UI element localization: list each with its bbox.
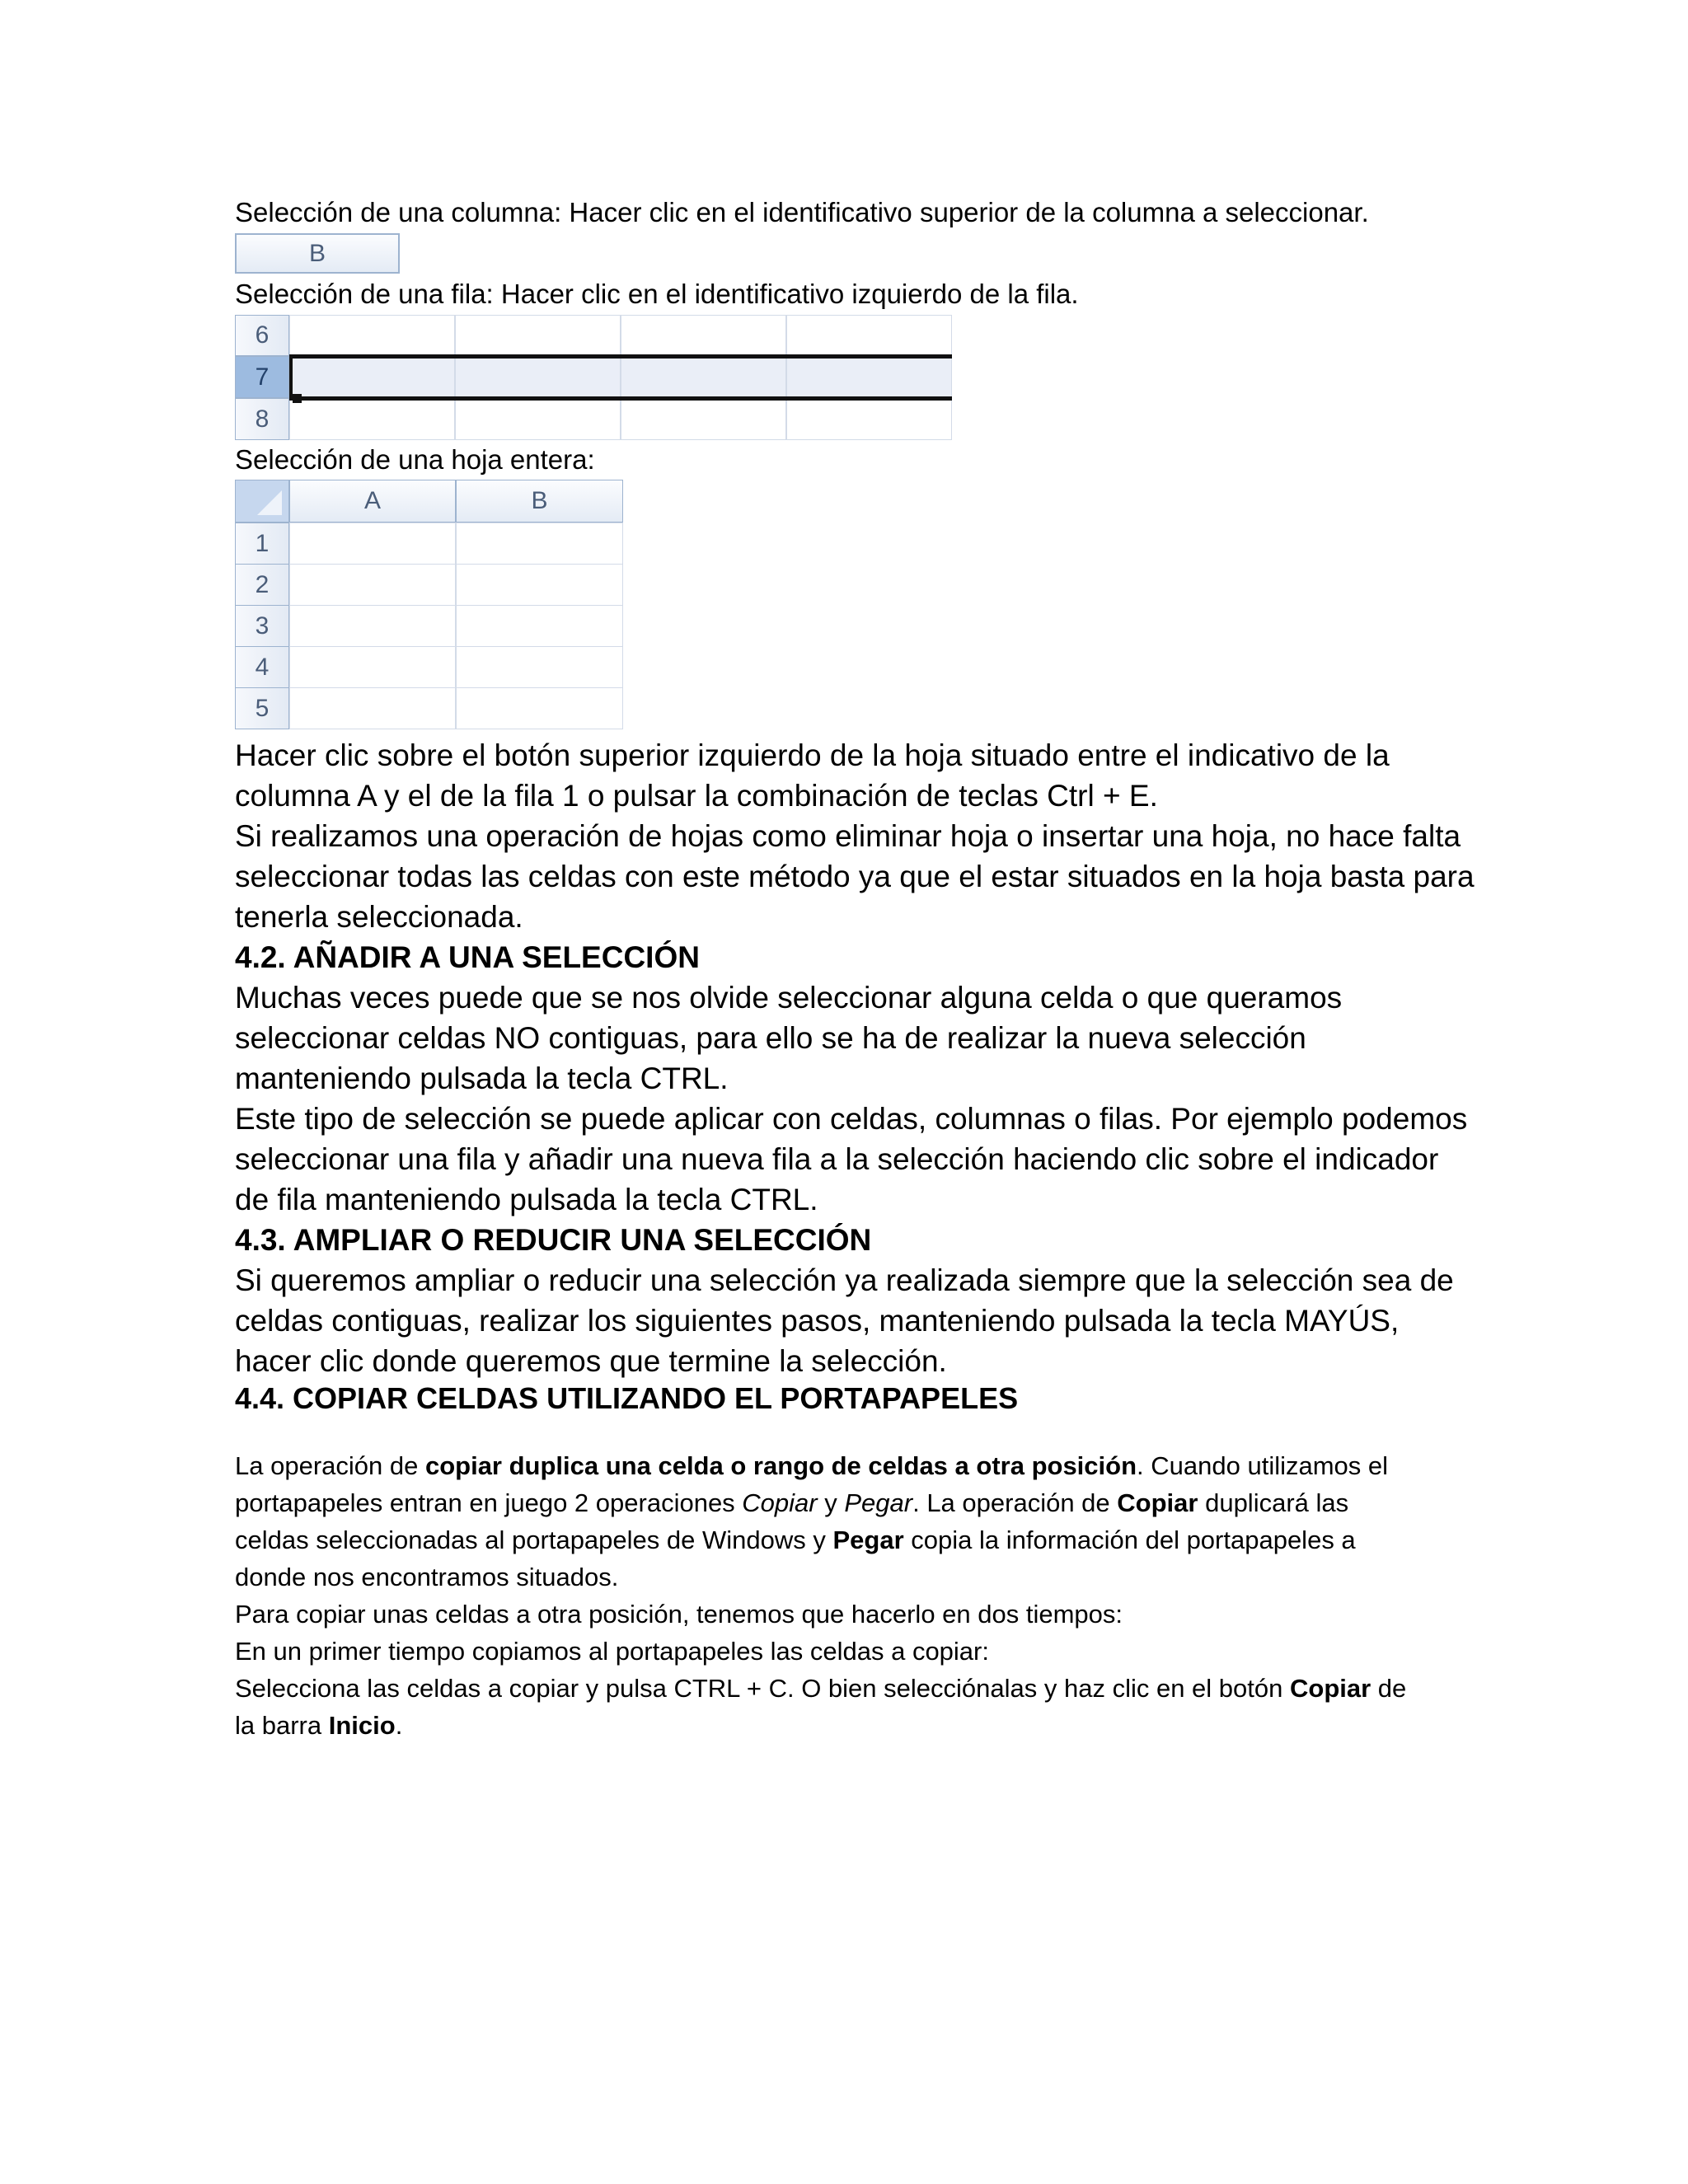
fill-handle [293, 394, 302, 403]
paragraph-line: En un primer tiempo copiamos al portapapeles las celdas a copiar: [235, 1637, 989, 1666]
grid-cell [289, 564, 456, 606]
paragraph-line: de fila manteniendo pulsada la tecla CTRL. [235, 1183, 818, 1216]
paragraph-line: donde nos encontramos situados. [235, 1563, 619, 1591]
selection-border-bottom [289, 396, 952, 401]
paragraph-line: Para copiar unas celdas a otra posición, tenemos que hacerlo en dos tiempos: [235, 1600, 1123, 1629]
selected-row-cell [455, 356, 621, 398]
row-header-7: 7 [235, 356, 289, 398]
grid-cell [456, 564, 623, 606]
grid-cell [455, 398, 621, 440]
grid-cell [289, 646, 456, 688]
row-header-1: 1 [235, 523, 289, 565]
column-header-b: B [456, 480, 623, 523]
select-column-text: Selección de una columna: Hacer clic en el identificativo superior de la columna a seleccionar. [235, 197, 1369, 227]
column-header-b-image: B [235, 233, 400, 274]
row-header-6: 6 [235, 315, 289, 356]
select-sheet-text: Selección de una hoja entera: [235, 444, 595, 475]
section-heading-4-3: 4.3. AMPLIAR O REDUCIR UNA SELECCIÓN [235, 1223, 872, 1257]
paragraph-line: Este tipo de selección se puede aplicar con celdas, columnas o filas. Por ejemplo podemos [235, 1102, 1468, 1136]
section-heading-4-4: 4.4. COPIAR CELDAS UTILIZANDO EL PORTAPAPELES [235, 1381, 1019, 1415]
paragraph-line: celdas contiguas, realizar los siguientes pasos, manteniendo pulsada la tecla MAYÚS, [235, 1304, 1400, 1338]
grid-cell [456, 605, 623, 647]
grid-cell [455, 315, 621, 356]
selected-row-cell [621, 356, 786, 398]
select-row-text: Selección de una fila: Hacer clic en el identificativo izquierdo de la fila. [235, 279, 1079, 309]
paragraph-line: Muchas veces puede que se nos olvide seleccionar alguna celda o que queramos [235, 981, 1343, 1015]
grid-cell [456, 687, 623, 729]
grid-cell [456, 523, 623, 565]
paragraph-line: seleccionar celdas NO contiguas, para ello se ha de realizar la nueva selección [235, 1021, 1306, 1055]
selected-row-cell [289, 356, 455, 398]
paragraph-line: manteniendo pulsada la tecla CTRL. [235, 1062, 729, 1095]
row-header-4: 4 [235, 646, 289, 688]
paragraph-line: celdas seleccionadas al portapapeles de Windows y Pegar copia la información del portapapeles a [235, 1526, 1356, 1554]
grid-cell [621, 315, 786, 356]
grid-cell [289, 523, 456, 565]
section-heading-4-2: 4.2. AÑADIR A UNA SELECCIÓN [235, 940, 700, 974]
row-header-8: 8 [235, 398, 289, 440]
grid-cell [289, 687, 456, 729]
select-all-corner [235, 480, 289, 523]
column-header-a: A [289, 480, 456, 523]
selection-border-top [289, 354, 952, 359]
paragraph-line: Si queremos ampliar o reducir una selección ya realizada siempre que la selección sea de [235, 1263, 1454, 1297]
paragraph-line: Selecciona las celdas a copiar y pulsa CTRL + C. O bien selecciónalas y haz clic en el botón Copiar de [235, 1674, 1407, 1703]
paragraph-line: Si realizamos una operación de hojas como eliminar hoja o insertar una hoja, no hace falta [235, 819, 1461, 853]
paragraph-line: seleccionar una fila y añadir una nueva fila a la selección haciendo clic sobre el indicador [235, 1142, 1439, 1176]
grid-cell [289, 605, 456, 647]
grid-cell [289, 315, 455, 356]
row-header-2: 2 [235, 564, 289, 606]
paragraph-line: Hacer clic sobre el botón superior izquierdo de la hoja situado entre el indicativo de la [235, 738, 1390, 772]
grid-cell [621, 398, 786, 440]
grid-cell [786, 315, 952, 356]
grid-cell [456, 646, 623, 688]
paragraph-line: hacer clic donde queremos que termine la selección. [235, 1344, 947, 1378]
row-selection-image [235, 315, 952, 440]
grid-cell [786, 398, 952, 440]
paragraph-line: tenerla seleccionada. [235, 900, 523, 934]
paragraph-line: seleccionar todas las celdas con este método ya que el estar situados en la hoja basta para [235, 860, 1475, 893]
row-header-5: 5 [235, 687, 289, 729]
selected-row-cell [786, 356, 952, 398]
paragraph-line: la barra Inicio. [235, 1711, 403, 1740]
whole-sheet-image [235, 480, 623, 730]
paragraph-line: La operación de copiar duplica una celda o rango de celdas a otra posición. Cuando utilizamos el [235, 1451, 1389, 1480]
paragraph-line: portapapeles entran en juego 2 operaciones Copiar y Pegar. La operación de Copiar duplicará las [235, 1488, 1349, 1517]
row-header-3: 3 [235, 605, 289, 647]
grid-cell [289, 398, 455, 440]
paragraph-line: columna A y el de la fila 1 o pulsar la combinación de teclas Ctrl + E. [235, 779, 1158, 813]
